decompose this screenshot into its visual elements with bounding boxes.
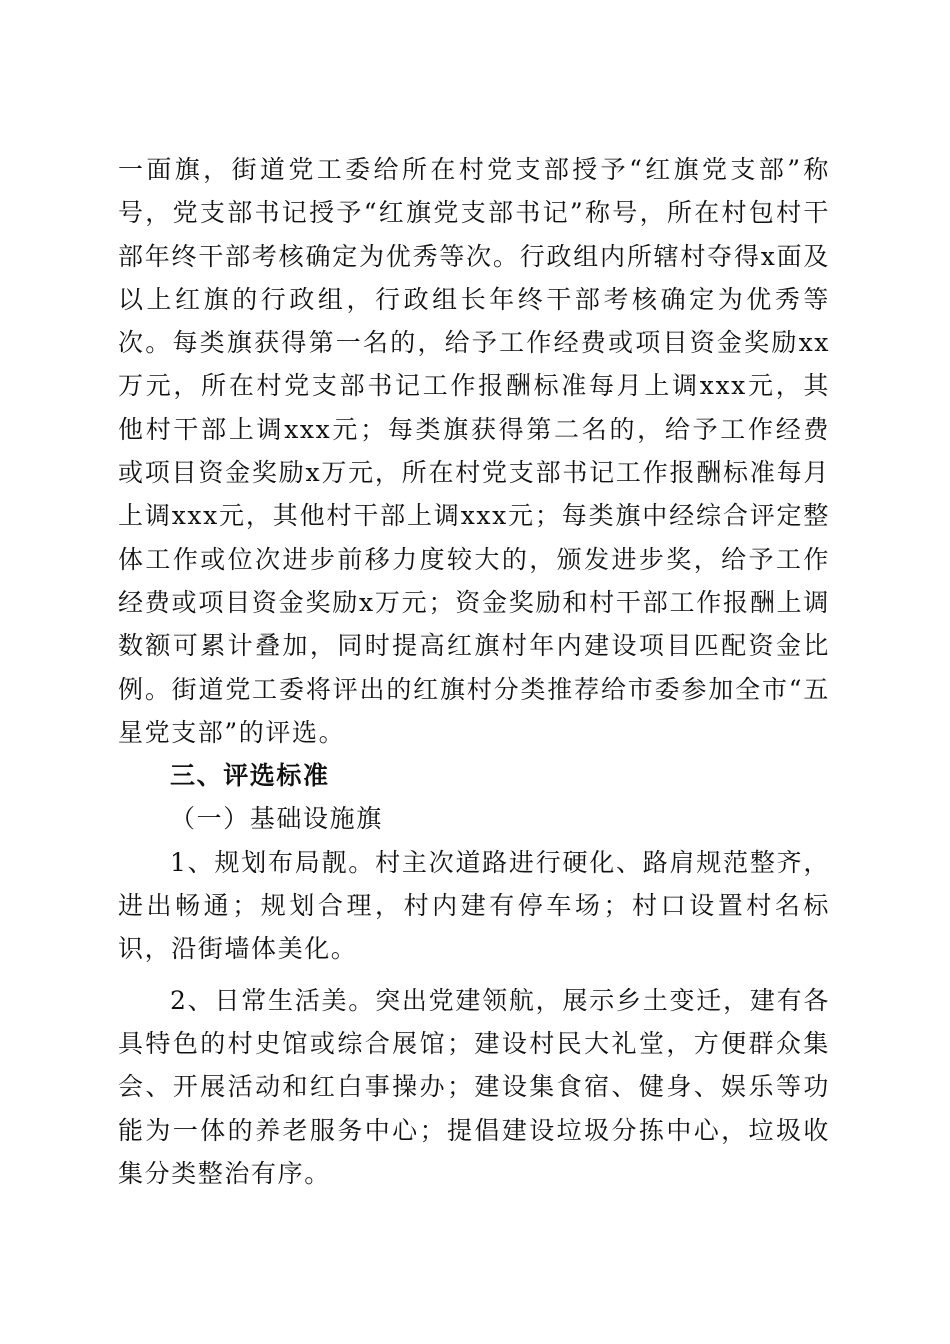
spacer (118, 971, 830, 979)
paragraph-rewards: 一面旗，街道党工委给所在村党支部授予“红旗党支部”称号，党支部书记授予“红旗党支部书记”称号，所在村包村干部年终干部考核确定为优秀等次。行政组内所辖村夺得x面及以上红旗的行政组，行政组长年终干部考核确定为优秀等次。每类旗获得第一名的，给予工作经费或项目资金奖励xx万元，所在村党支部书记工作报酬标准每月上调xxx元，其他村干部上调xxx元；每类旗获得第二名的，给予工作经费或项目资金奖励x万元，所在村党支部书记工作报酬标准每月上调xxx元，其他村干部上调xxx元；每类旗中经综合评定整体工作或位次进步前移力度较大的，颁发进步奖，给予工作经费或项目资金奖励x万元；资金奖励和村干部工作报酬上调数额可累计叠加，同时提高红旗村年内建设项目匹配资金比例。街道党工委将评出的红旗村分类推荐给市委参加全市“五星党支部”的评选。 (118, 155, 830, 747)
document-body (118, 148, 830, 1195)
section-heading-selection-criteria: 三、评选标准 (170, 761, 330, 791)
paragraph-item-2-daily-life: 2、日常生活美。突出党建领航，展示乡土变迁，建有各具特色的村史馆或综合展馆；建设村民大礼堂，方便群众集会、开展活动和红白事操办；建设集食宿、健身、娱乐等功能为一体的养老服务中心；提倡建设垃圾分拣中心，垃圾收集分类整治有序。 (118, 985, 830, 1188)
subsection-heading-infrastructure-flag: （一）基础设施旗 (170, 804, 383, 834)
paragraph-item-1-planning-layout: 1、规划布局靓。村主次道路进行硬化、路肩规范整齐，进出畅通；规划合理，村内建有停车场；村口设置村名标识，沿街墙体美化。 (118, 847, 830, 964)
